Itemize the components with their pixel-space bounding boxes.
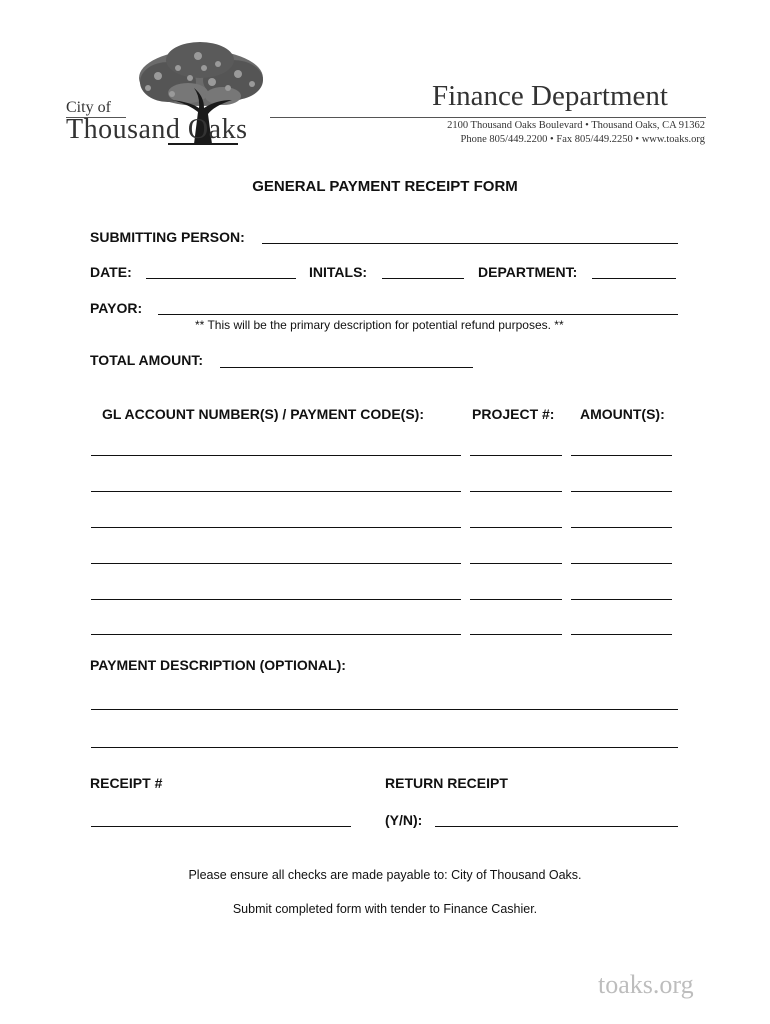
department-label: DEPARTMENT: bbox=[478, 264, 578, 280]
amount-field[interactable] bbox=[571, 634, 672, 635]
amount-header: AMOUNT(S): bbox=[580, 406, 665, 422]
amount-field[interactable] bbox=[571, 599, 672, 600]
date-label: DATE: bbox=[90, 264, 132, 280]
gl-account-field[interactable] bbox=[91, 634, 461, 635]
project-field[interactable] bbox=[470, 634, 562, 635]
submitting-person-label: SUBMITTING PERSON: bbox=[90, 229, 245, 245]
website-watermark: toaks.org bbox=[598, 970, 694, 999]
project-field[interactable] bbox=[470, 563, 562, 564]
address-text: 2100 Thousand Oaks Boulevard • Thousand Oaks, CA 91362 bbox=[447, 120, 705, 131]
project-field[interactable] bbox=[470, 455, 562, 456]
checks-payable-note: Please ensure all checks are made payable to: City of Thousand Oaks. bbox=[188, 868, 582, 882]
return-receipt-field[interactable] bbox=[435, 826, 678, 827]
amount-field[interactable] bbox=[571, 563, 672, 564]
date-field[interactable] bbox=[146, 278, 296, 279]
gl-account-field[interactable] bbox=[91, 491, 461, 492]
total-amount-field[interactable] bbox=[220, 367, 473, 368]
initials-field[interactable] bbox=[382, 278, 464, 279]
header-rule-left bbox=[66, 117, 126, 118]
payment-description-label: PAYMENT DESCRIPTION (OPTIONAL): bbox=[90, 657, 346, 673]
initials-label: INITALS: bbox=[309, 264, 368, 280]
gl-account-field[interactable] bbox=[91, 455, 461, 456]
header-rule-right bbox=[270, 117, 706, 118]
payor-note: ** This will be the primary description for potential refund purposes. ** bbox=[195, 318, 564, 332]
gl-account-field[interactable] bbox=[91, 527, 461, 528]
department-field[interactable] bbox=[592, 278, 676, 279]
gl-account-field[interactable] bbox=[91, 563, 461, 564]
yn-label: (Y/N): bbox=[385, 812, 423, 828]
payor-field[interactable] bbox=[158, 314, 678, 315]
project-field[interactable] bbox=[470, 527, 562, 528]
payment-description-field-2[interactable] bbox=[91, 747, 678, 748]
amount-field[interactable] bbox=[571, 527, 672, 528]
submit-note: Submit completed form with tender to Finance Cashier. bbox=[232, 902, 538, 916]
form-title: GENERAL PAYMENT RECEIPT FORM bbox=[252, 178, 518, 195]
project-field[interactable] bbox=[470, 599, 562, 600]
receipt-number-field[interactable] bbox=[91, 826, 351, 827]
receipt-number-label: RECEIPT # bbox=[90, 775, 163, 791]
amount-field[interactable] bbox=[571, 455, 672, 456]
return-receipt-label: RETURN RECEIPT bbox=[385, 775, 508, 791]
project-field[interactable] bbox=[470, 491, 562, 492]
payment-description-field-1[interactable] bbox=[91, 709, 678, 710]
contact-text: Phone 805/449.2200 • Fax 805/449.2250 • www.toaks.org bbox=[460, 134, 705, 145]
city-name-text: Thousand Oaks bbox=[66, 114, 248, 145]
project-header: PROJECT #: bbox=[472, 406, 555, 422]
gl-account-header: GL ACCOUNT NUMBER(S) / PAYMENT CODE(S): bbox=[102, 406, 424, 422]
city-of-text: City of bbox=[66, 99, 111, 116]
payor-label: PAYOR: bbox=[90, 300, 143, 316]
gl-account-field[interactable] bbox=[91, 599, 461, 600]
total-amount-label: TOTAL AMOUNT: bbox=[90, 352, 204, 368]
finance-department-title: Finance Department bbox=[432, 80, 668, 112]
submitting-person-field[interactable] bbox=[262, 243, 678, 244]
amount-field[interactable] bbox=[571, 491, 672, 492]
